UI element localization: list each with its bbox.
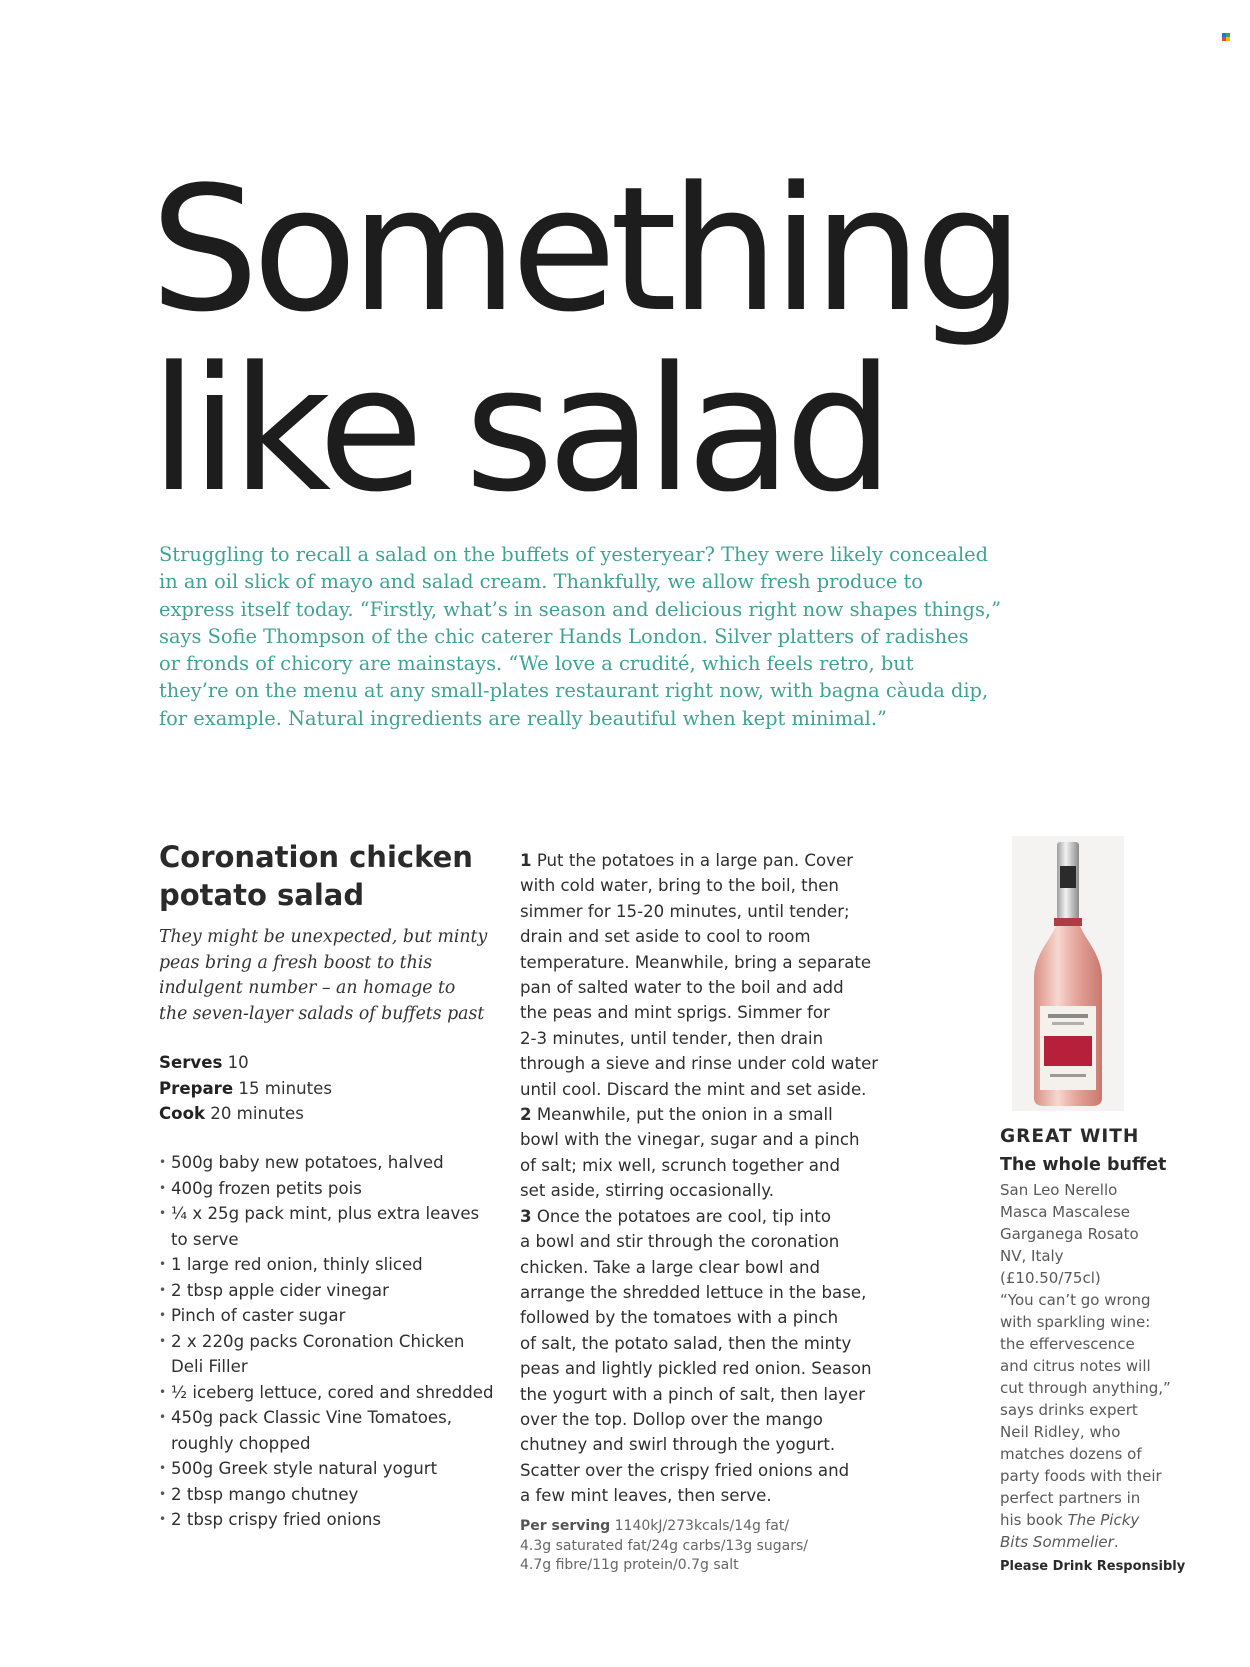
headline-line: like salad bbox=[150, 329, 887, 530]
ingredient-item bbox=[159, 1405, 489, 1456]
wine-bottle-image bbox=[1012, 836, 1124, 1111]
recipe-subtitle-line: the seven-layer salads of buffets past bbox=[159, 1003, 485, 1024]
serves-label: Serves bbox=[159, 1053, 223, 1072]
method-line bbox=[520, 950, 880, 975]
cook-label: Cook bbox=[159, 1104, 206, 1123]
book-suffix: . bbox=[1113, 1533, 1119, 1551]
ingredient-line: • 2 tbsp apple cider vinegar bbox=[159, 1278, 489, 1304]
wine-line: San Leo Nerello bbox=[1000, 1181, 1118, 1199]
ingredient-item bbox=[159, 1482, 489, 1508]
wine-pairing-panel bbox=[1000, 1125, 1190, 1553]
method-text: peas and lightly pickled red onion. Season bbox=[520, 1359, 872, 1379]
method-line bbox=[520, 1026, 880, 1051]
method-line bbox=[520, 1458, 880, 1483]
method-text: set aside, stirring occasionally. bbox=[520, 1181, 775, 1201]
wine-line bbox=[1000, 1509, 1190, 1531]
book-prefix: his book bbox=[1000, 1511, 1068, 1529]
ingredient-line: • ½ iceberg lettuce, cored and shredded bbox=[159, 1380, 489, 1406]
method-line bbox=[520, 873, 880, 898]
pairing-title: The whole buffet bbox=[1000, 1155, 1167, 1175]
method-line bbox=[520, 1382, 880, 1407]
ingredient-line: • 500g Greek style natural yogurt bbox=[159, 1456, 489, 1482]
great-with-heading: GREAT WITH bbox=[1000, 1126, 1140, 1147]
wine-line: matches dozens of bbox=[1000, 1445, 1142, 1463]
method-text: with cold water, bring to the boil, then bbox=[520, 876, 839, 896]
method-text: arrange the shredded lettuce in the base, bbox=[520, 1282, 867, 1302]
method-line bbox=[520, 1153, 880, 1178]
method-text: the peas and mint sprigs. Simmer for bbox=[520, 1003, 830, 1023]
ingredient-line: • 450g pack Classic Vine Tomatoes, bbox=[159, 1405, 489, 1431]
method-line bbox=[520, 899, 880, 924]
method-text: chicken. Take a large clear bowl and bbox=[520, 1257, 821, 1277]
ingredient-line: • 1 large red onion, thinly sliced bbox=[159, 1252, 489, 1278]
step-number: 3 bbox=[520, 1206, 532, 1226]
recipe-title-line: potato salad bbox=[159, 878, 365, 912]
method-text: pan of salted water to the boil and add bbox=[520, 978, 844, 998]
method-line bbox=[520, 1407, 880, 1432]
intro-line: Struggling to recall a salad on the buffets of yesteryear? They were likely concealed bbox=[159, 543, 989, 566]
method-line bbox=[520, 1432, 880, 1457]
method-text: over the top. Dollop over the mango bbox=[520, 1409, 823, 1429]
cook-value: 20 minutes bbox=[205, 1104, 304, 1123]
wine-line: cut through anything,” bbox=[1000, 1379, 1171, 1397]
nutrition-text: 1140kJ/273kcals/14g fat/ bbox=[610, 1518, 790, 1534]
wine-line: NV, Italy bbox=[1000, 1247, 1064, 1265]
intro-line: for example. Natural ingredients are really beautiful when kept minimal.” bbox=[159, 706, 887, 730]
step-number: 1 bbox=[520, 851, 532, 870]
serves-value: 10 bbox=[222, 1053, 249, 1072]
nutrition-line: 4.3g saturated fat/24g carbs/13g sugars/ bbox=[520, 1537, 808, 1554]
step-number: 2 bbox=[520, 1105, 532, 1125]
prepare-value: 15 minutes bbox=[233, 1078, 332, 1098]
method-steps bbox=[520, 848, 880, 1509]
method-text: of salt, the potato salad, then the minty bbox=[520, 1333, 852, 1353]
headline-line: Something bbox=[150, 149, 1018, 350]
method-line bbox=[520, 1204, 880, 1229]
ingredient-line: • 2 tbsp mango chutney bbox=[159, 1482, 489, 1508]
ingredient-line: • ¼ x 25g pack mint, plus extra leaves bbox=[159, 1201, 489, 1227]
method-line bbox=[520, 1000, 880, 1025]
ingredient-item bbox=[159, 1380, 494, 1406]
recipe-subtitle-line: indulgent number – an homage to bbox=[159, 978, 456, 998]
intro-line: they’re on the menu at any small-plates restaurant right now, with bagna càuda dip, bbox=[159, 679, 989, 703]
ingredient-line: • 2 tbsp crispy fried onions bbox=[159, 1507, 489, 1533]
method-text: drain and set aside to cool to room bbox=[520, 927, 811, 947]
method-line bbox=[520, 1331, 880, 1356]
wine-line: Masca Mascalese bbox=[1000, 1203, 1130, 1221]
method-line bbox=[520, 1229, 880, 1254]
page-headline bbox=[150, 149, 1150, 530]
method-line bbox=[520, 924, 880, 949]
book-title: Bits Sommelier bbox=[1000, 1533, 1114, 1551]
ingredient-item bbox=[159, 1507, 489, 1533]
ingredient-line: roughly chopped bbox=[171, 1433, 311, 1453]
ingredient-line: • 2 x 220g packs Coronation Chicken bbox=[159, 1329, 489, 1355]
method-text: followed by the tomatoes with a pinch bbox=[520, 1308, 839, 1328]
ingredient-item bbox=[159, 1329, 489, 1380]
prepare-info bbox=[159, 1076, 459, 1102]
method-text: temperature. Meanwhile, bring a separate bbox=[520, 952, 872, 972]
recipe-title bbox=[159, 838, 499, 914]
method-line bbox=[520, 1051, 880, 1076]
ingredients-list bbox=[159, 1150, 494, 1533]
method-line bbox=[520, 1356, 880, 1381]
book-title: The Picky bbox=[1067, 1511, 1140, 1529]
intro-line: express itself today. “Firstly, what’s in season and delicious right now shapes things,” bbox=[159, 597, 1001, 621]
intro-line: says Sofie Thompson of the chic caterer Hands London. Silver platters of radishes bbox=[159, 624, 969, 648]
method-text: Meanwhile, put the onion in a small bbox=[531, 1105, 833, 1125]
method-text: bowl with the vinegar, sugar and a pinch bbox=[520, 1130, 860, 1150]
method-line bbox=[520, 848, 880, 873]
method-line bbox=[520, 1127, 880, 1152]
wine-line: perfect partners in bbox=[1000, 1489, 1141, 1507]
recipe-title-line: Coronation chicken bbox=[159, 840, 473, 874]
method-text: through a sieve and rinse under cold water bbox=[520, 1054, 879, 1074]
method-line bbox=[520, 1178, 880, 1203]
intro-line: or fronds of chicory are mainstays. “We love a crudité, which feels retro, but bbox=[159, 652, 914, 676]
wine-line: says drinks expert bbox=[1000, 1401, 1138, 1419]
recipe-subtitle-line: They might be unexpected, but minty bbox=[159, 927, 488, 947]
prepare-label: Prepare bbox=[159, 1078, 234, 1098]
ingredient-item bbox=[159, 1303, 489, 1329]
ingredient-item bbox=[159, 1201, 489, 1252]
method-line bbox=[520, 1255, 880, 1280]
ingredient-line: • Pinch of caster sugar bbox=[159, 1303, 489, 1329]
method-text: Once the potatoes are cool, tip into bbox=[531, 1206, 832, 1226]
intro-paragraph bbox=[159, 541, 1019, 732]
wine-line bbox=[1000, 1531, 1190, 1553]
wine-line: “You can’t go wrong bbox=[1000, 1291, 1151, 1309]
method-text: of salt; mix well, scrunch together and bbox=[520, 1155, 840, 1175]
wine-line: and citrus notes will bbox=[1000, 1357, 1151, 1375]
method-text: a bowl and stir through the coronation bbox=[520, 1232, 840, 1252]
method-text: simmer for 15-20 minutes, until tender; bbox=[520, 901, 850, 921]
recipe-subtitle bbox=[159, 925, 499, 1027]
cook-info bbox=[159, 1101, 459, 1127]
nutrition-info bbox=[520, 1517, 880, 1576]
wine-line: party foods with their bbox=[1000, 1467, 1162, 1485]
nutrition-line: 4.7g fibre/11g protein/0.7g salt bbox=[520, 1557, 739, 1573]
serves-info bbox=[159, 1050, 459, 1076]
recipe-subtitle-line: peas bring a fresh boost to this bbox=[159, 952, 433, 973]
wine-description bbox=[1000, 1179, 1190, 1553]
wine-line: the effervescence bbox=[1000, 1335, 1135, 1353]
ingredient-item bbox=[159, 1456, 489, 1482]
method-line bbox=[520, 1305, 880, 1330]
drink-responsibly-notice: Please Drink Responsibly bbox=[1000, 1559, 1186, 1574]
ingredient-line: • 400g frozen petits pois bbox=[159, 1176, 489, 1202]
recipe-meta bbox=[159, 1050, 459, 1127]
intro-line: in an oil slick of mayo and salad cream. Thankfully, we allow fresh produce to bbox=[159, 570, 923, 594]
method-line bbox=[520, 975, 880, 1000]
method-line bbox=[520, 1483, 880, 1508]
ingredient-line: to serve bbox=[171, 1229, 239, 1249]
ingredient-item bbox=[159, 1176, 489, 1202]
wine-line: Neil Ridley, who bbox=[1000, 1423, 1121, 1441]
nutrition-line bbox=[520, 1517, 880, 1537]
method-text: Put the potatoes in a large pan. Cover bbox=[531, 851, 854, 870]
wine-bottle-illustration bbox=[1012, 836, 1124, 1111]
ingredient-item bbox=[159, 1278, 489, 1304]
method-line bbox=[520, 1102, 880, 1127]
ingredient-item bbox=[159, 1150, 489, 1176]
method-text: a few mint leaves, then serve. bbox=[520, 1486, 772, 1506]
method-line bbox=[520, 1077, 880, 1102]
method-text: chutney and swirl through the yogurt. bbox=[520, 1435, 836, 1455]
wine-line: with sparkling wine: bbox=[1000, 1313, 1151, 1331]
wine-line: (£10.50/75cl) bbox=[1000, 1269, 1101, 1287]
corner-registration-mark bbox=[1222, 33, 1230, 41]
nutrition-label: Per serving bbox=[520, 1518, 611, 1534]
method-text: Scatter over the crispy fried onions and bbox=[520, 1460, 850, 1480]
method-line bbox=[520, 1280, 880, 1305]
wine-line: Garganega Rosato bbox=[1000, 1225, 1139, 1243]
method-text: until cool. Discard the mint and set aside. bbox=[520, 1079, 867, 1099]
ingredient-line: • 500g baby new potatoes, halved bbox=[159, 1150, 489, 1176]
ingredient-line: Deli Filler bbox=[171, 1357, 248, 1376]
ingredient-item bbox=[159, 1252, 489, 1278]
method-text: 2-3 minutes, until tender, then drain bbox=[520, 1028, 824, 1048]
method-text: the yogurt with a pinch of salt, then layer bbox=[520, 1384, 866, 1404]
